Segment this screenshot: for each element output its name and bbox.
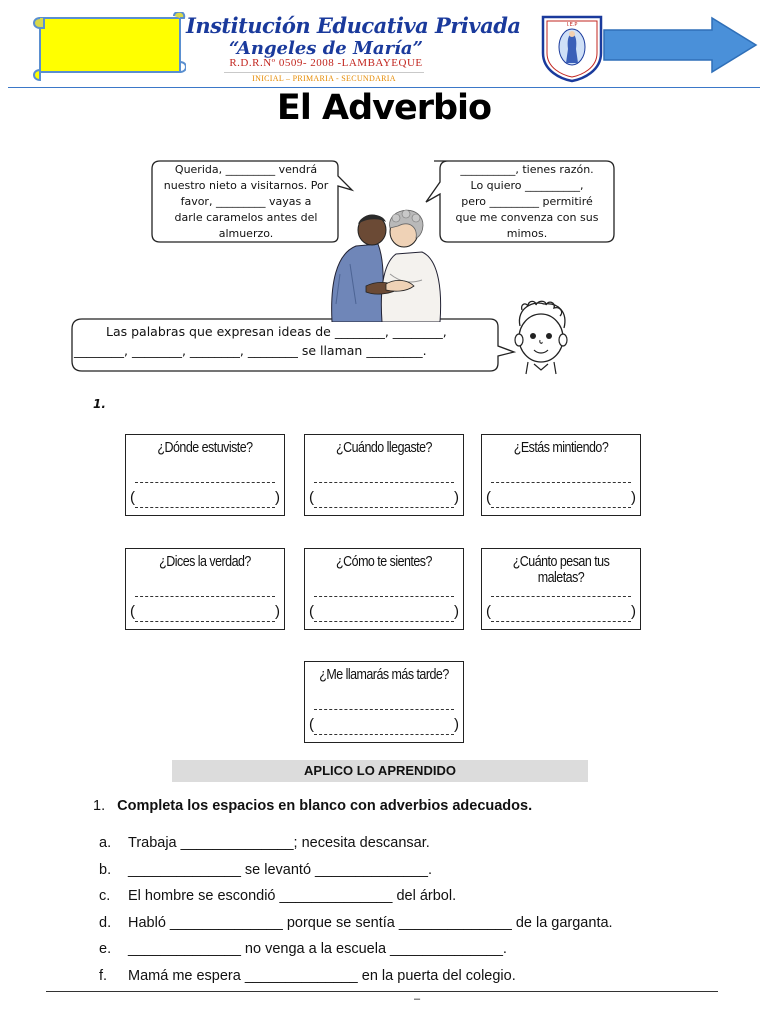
elderly-couple-illustration (326, 204, 444, 322)
adverb-type-blank[interactable] (491, 507, 631, 508)
bubble-right-line: mimos. (506, 227, 548, 240)
paren-open: ( (486, 489, 491, 506)
question-text: ¿Estás mintiendo? (513, 440, 609, 456)
page-title: El Adverbio (276, 88, 492, 128)
item-letter: b. (99, 861, 112, 878)
adverb-type-blank[interactable] (314, 734, 454, 735)
paren-close: ) (275, 603, 280, 620)
adverb-type-blank[interactable] (491, 621, 631, 622)
adverb-type-blank[interactable] (135, 621, 275, 622)
item-text: El hombre se escondió ______________ del árbol. (128, 888, 457, 905)
paren-open: ( (486, 603, 491, 620)
bubble-bottom-line: ________, ________, ________, ________ se llaman _________. (74, 343, 427, 358)
adverb-type-blank[interactable] (314, 621, 454, 622)
paren-open: ( (130, 489, 135, 506)
svg-text:I.E.P: I.E.P (566, 22, 578, 28)
question-text: ¿Me llamarás más tarde? (319, 667, 449, 683)
item-text: Trabaja ______________; necesita descansar. (128, 835, 430, 851)
item-letter: a. (99, 835, 112, 851)
bubble-left-line: nuestro nieto a visitarnos. Por (163, 179, 329, 192)
answer-blank[interactable] (135, 596, 275, 597)
adverb-type-blank[interactable] (135, 507, 275, 508)
exercise-list (99, 830, 739, 990)
item-letter: f. (99, 967, 108, 984)
bubble-right-line: __________, tienes razón. (460, 163, 594, 176)
answer-blank[interactable] (491, 482, 631, 483)
instruction-number: 1. (93, 798, 106, 814)
paren-open: ( (309, 603, 314, 620)
question-box (481, 548, 641, 630)
answer-blank[interactable] (314, 596, 454, 597)
school-resolution: R.D.R.Nº 0509- 2008 -LAMBAYEQUE (229, 57, 423, 69)
child-face-illustration (512, 300, 570, 376)
paren-open: ( (130, 603, 135, 620)
answer-blank[interactable] (135, 482, 275, 483)
bubble-right-text (444, 162, 610, 242)
paren-close: ) (454, 716, 459, 733)
adverb-type-blank[interactable] (314, 507, 454, 508)
answer-blank[interactable] (491, 596, 631, 597)
item-letter: d. (99, 914, 112, 931)
instruction (93, 798, 532, 814)
bubble-left-line: almuerzo. (218, 227, 274, 240)
item-text: Mamá me espera ______________ en la puerta del colegio. (128, 967, 516, 984)
question-box (304, 661, 464, 743)
scroll-banner-logo (30, 12, 186, 84)
exercise-number: 1. (93, 397, 106, 411)
item-text: ______________ se levantó ______________. (128, 861, 432, 878)
paren-close: ) (454, 603, 459, 620)
list-item (99, 830, 739, 857)
school-levels: INICIAL – PRIMARIA - SECUNDARIA (224, 72, 424, 83)
answer-blank[interactable] (314, 709, 454, 710)
question-box (304, 548, 464, 630)
bubble-bottom-line: Las palabras que expresan ideas de ________, ________, (106, 324, 447, 339)
bubble-left-text (158, 162, 334, 242)
question-box (304, 434, 464, 516)
paren-close: ) (275, 489, 280, 506)
question-box (481, 434, 641, 516)
paren-close: ) (454, 489, 459, 506)
item-text: Habló ______________ porque se sentía ______________ de la garganta. (128, 914, 613, 931)
bubble-right-line: pero _________ permitiré (461, 195, 593, 208)
question-text: ¿Dices la verdad? (159, 554, 251, 570)
paren-open: ( (309, 716, 314, 733)
question-text: ¿Cuánto pesan tus maletas? (512, 554, 610, 586)
paren-close: ) (631, 489, 636, 506)
question-text: ¿Cuándo llegaste? (336, 440, 432, 456)
school-name: Institución Educativa Privada (186, 13, 521, 38)
question-text: ¿Dónde estuviste? (157, 440, 253, 456)
page-number: – (414, 993, 421, 1005)
paren-open: ( (309, 489, 314, 506)
instruction-text: Completa los espacios en blanco con adverbios adecuados. (117, 798, 533, 814)
paren-close: ) (631, 603, 636, 620)
list-item (99, 857, 739, 884)
item-text: ______________ no venga a la escuela ______________. (128, 941, 507, 958)
bubble-right-line: que me convenza con sus (455, 211, 599, 224)
school-subname: “Angeles de María” (229, 38, 423, 59)
list-item (99, 883, 739, 910)
bubble-left-line: darle caramelos antes del (174, 211, 318, 224)
bubble-right-line: Lo quiero __________, (470, 179, 584, 192)
list-item (99, 910, 739, 937)
list-item (99, 936, 739, 963)
item-letter: c. (99, 888, 111, 905)
question-box (125, 434, 285, 516)
bubble-left-line: Querida, _________ vendrá (174, 163, 318, 176)
footer-divider (46, 991, 718, 992)
list-item (99, 963, 739, 990)
arrow-right-icon (602, 16, 758, 74)
question-text: ¿Cómo te sientes? (336, 554, 432, 570)
answer-blank[interactable] (314, 482, 454, 483)
bubble-bottom-text (74, 322, 494, 360)
bubble-left-line: favor, _________ vayas a (180, 195, 312, 208)
item-letter: e. (99, 941, 112, 958)
section-title: APLICO LO APRENDIDO (172, 760, 588, 782)
school-crest-icon (539, 13, 605, 83)
question-box (125, 548, 285, 630)
